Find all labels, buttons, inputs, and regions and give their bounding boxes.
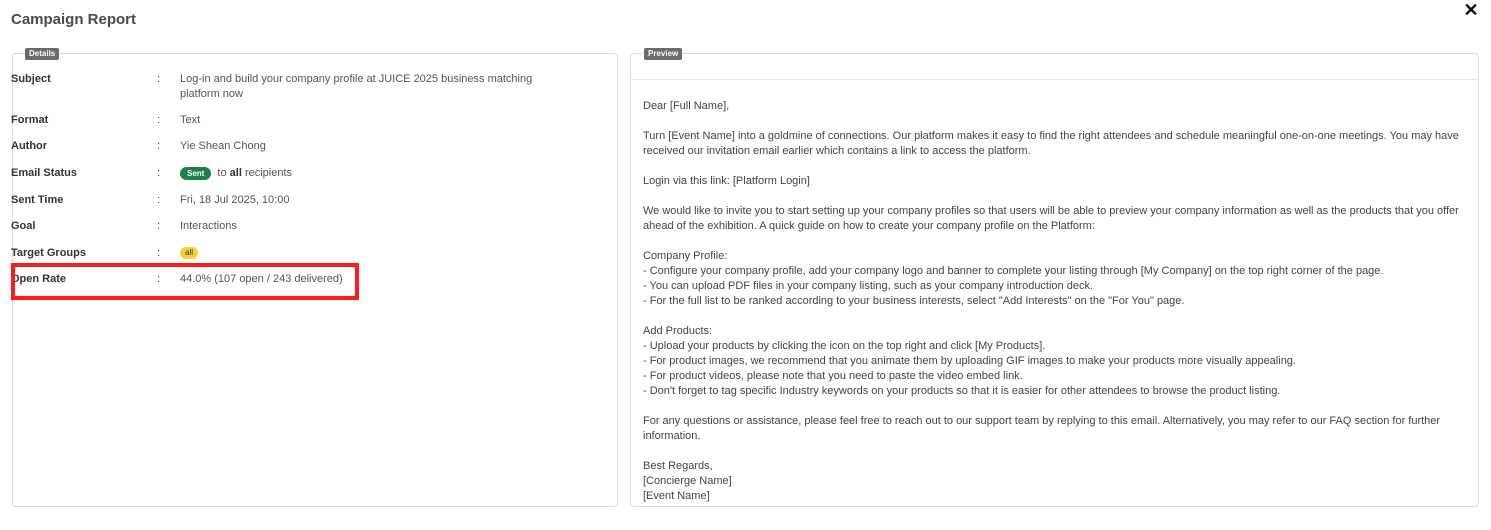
target-group-badge: all [180,247,198,259]
list-item: - For the full list to be ranked according to your business interests, select "Add Interests" on the "For You" page. [643,295,1185,307]
email-event-name: [Event Name] [643,490,710,502]
email-login: Login via this link: [Platform Login] [643,175,810,187]
format-colon: : [157,114,161,126]
status-recipients-text: recipients [244,167,293,179]
status-to-text: to [217,167,227,179]
list-item: - Configure your company profile, add your company logo and banner to complete your listing through [My Company] on the top right corner of the page. [643,265,1384,277]
format-label: Format [11,114,49,126]
email-invite: We would like to invite you to start setting up your company profiles so that users will be able to preview your company information as well as the products that you offer ahead of the exhibition. A quick guide on how to create your company profile on the Platform: [643,205,1459,232]
company-profile-heading: Company Profile: [643,250,728,262]
open-rate-colon: : [157,273,161,285]
list-item: - Upload your products by clicking the icon on the top right and click [My Products]. [643,340,1046,352]
list-item: - You can upload PDF files in your company listing, such as your company introduction deck. [643,280,1094,292]
email-greeting: Dear [Full Name], [643,100,730,112]
email-signature [643,459,1469,504]
goal-label: Goal [11,220,36,232]
add-products-section [643,324,1469,399]
company-profile-section [643,249,1469,309]
email-concierge: [Concierge Name] [643,475,732,487]
email-signoff: Best Regards, [643,460,713,472]
modal-title: Campaign Report [11,11,137,28]
open-rate-value: 44.0% (107 open / 243 delivered) [180,273,343,285]
goal-value: Interactions [180,220,237,232]
target-groups-value [180,246,575,261]
open-rate-label: Open Rate [11,273,67,285]
target-groups-label: Target Groups [11,247,86,259]
author-value: Yie Shean Chong [180,140,266,152]
list-item: - For product images, we recommend that you animate them by uploading GIF images to make your products more visually appealing. [643,355,1296,367]
target-groups-colon: : [157,247,161,259]
email-body [643,99,1469,504]
author-colon: : [157,140,161,152]
sent-time-value: Fri, 18 Jul 2025, 10:00 [180,194,290,206]
format-value: Text [180,114,201,126]
subject-label: Subject [11,73,51,85]
details-tag: Details [25,48,59,60]
email-status-value [180,166,575,181]
email-support: For any questions or assistance, please feel free to reach out to our support team by replying to this email. Alternatively, you may refer to our FAQ section for further information. [643,415,1441,442]
status-all-text: all [229,167,242,179]
subject-value: Log-in and build your company profile at JUICE 2025 business matching platform now [180,73,533,100]
subject-colon: : [157,73,161,85]
preview-divider [631,79,1478,80]
email-status-label: Email Status [11,167,78,179]
goal-colon: : [157,220,161,232]
preview-panel [630,49,1479,507]
sent-time-colon: : [157,194,161,206]
close-icon[interactable]: ✕ [1463,0,1479,20]
list-item: - For product videos, please note that you need to paste the video embed link. [643,370,1023,382]
list-item: - Don't forget to tag specific Industry keywords on your products so that it is easier for other attendees to browse the product listing. [643,385,1281,397]
open-rate-highlight [11,263,359,300]
email-intro: Turn [Event Name] into a goldmine of connections. Our platform makes it easy to find the right attendees and schedule meaningful one-on-one meetings. You may have received our invitation email earlier which contains a link to access the platform. [643,130,1459,157]
status-badge: Sent [180,167,211,180]
email-status-colon: : [157,167,161,179]
preview-tag: Preview [644,48,682,60]
sent-time-label: Sent Time [11,194,64,206]
add-products-heading: Add Products: [643,325,713,337]
author-label: Author [11,140,48,152]
